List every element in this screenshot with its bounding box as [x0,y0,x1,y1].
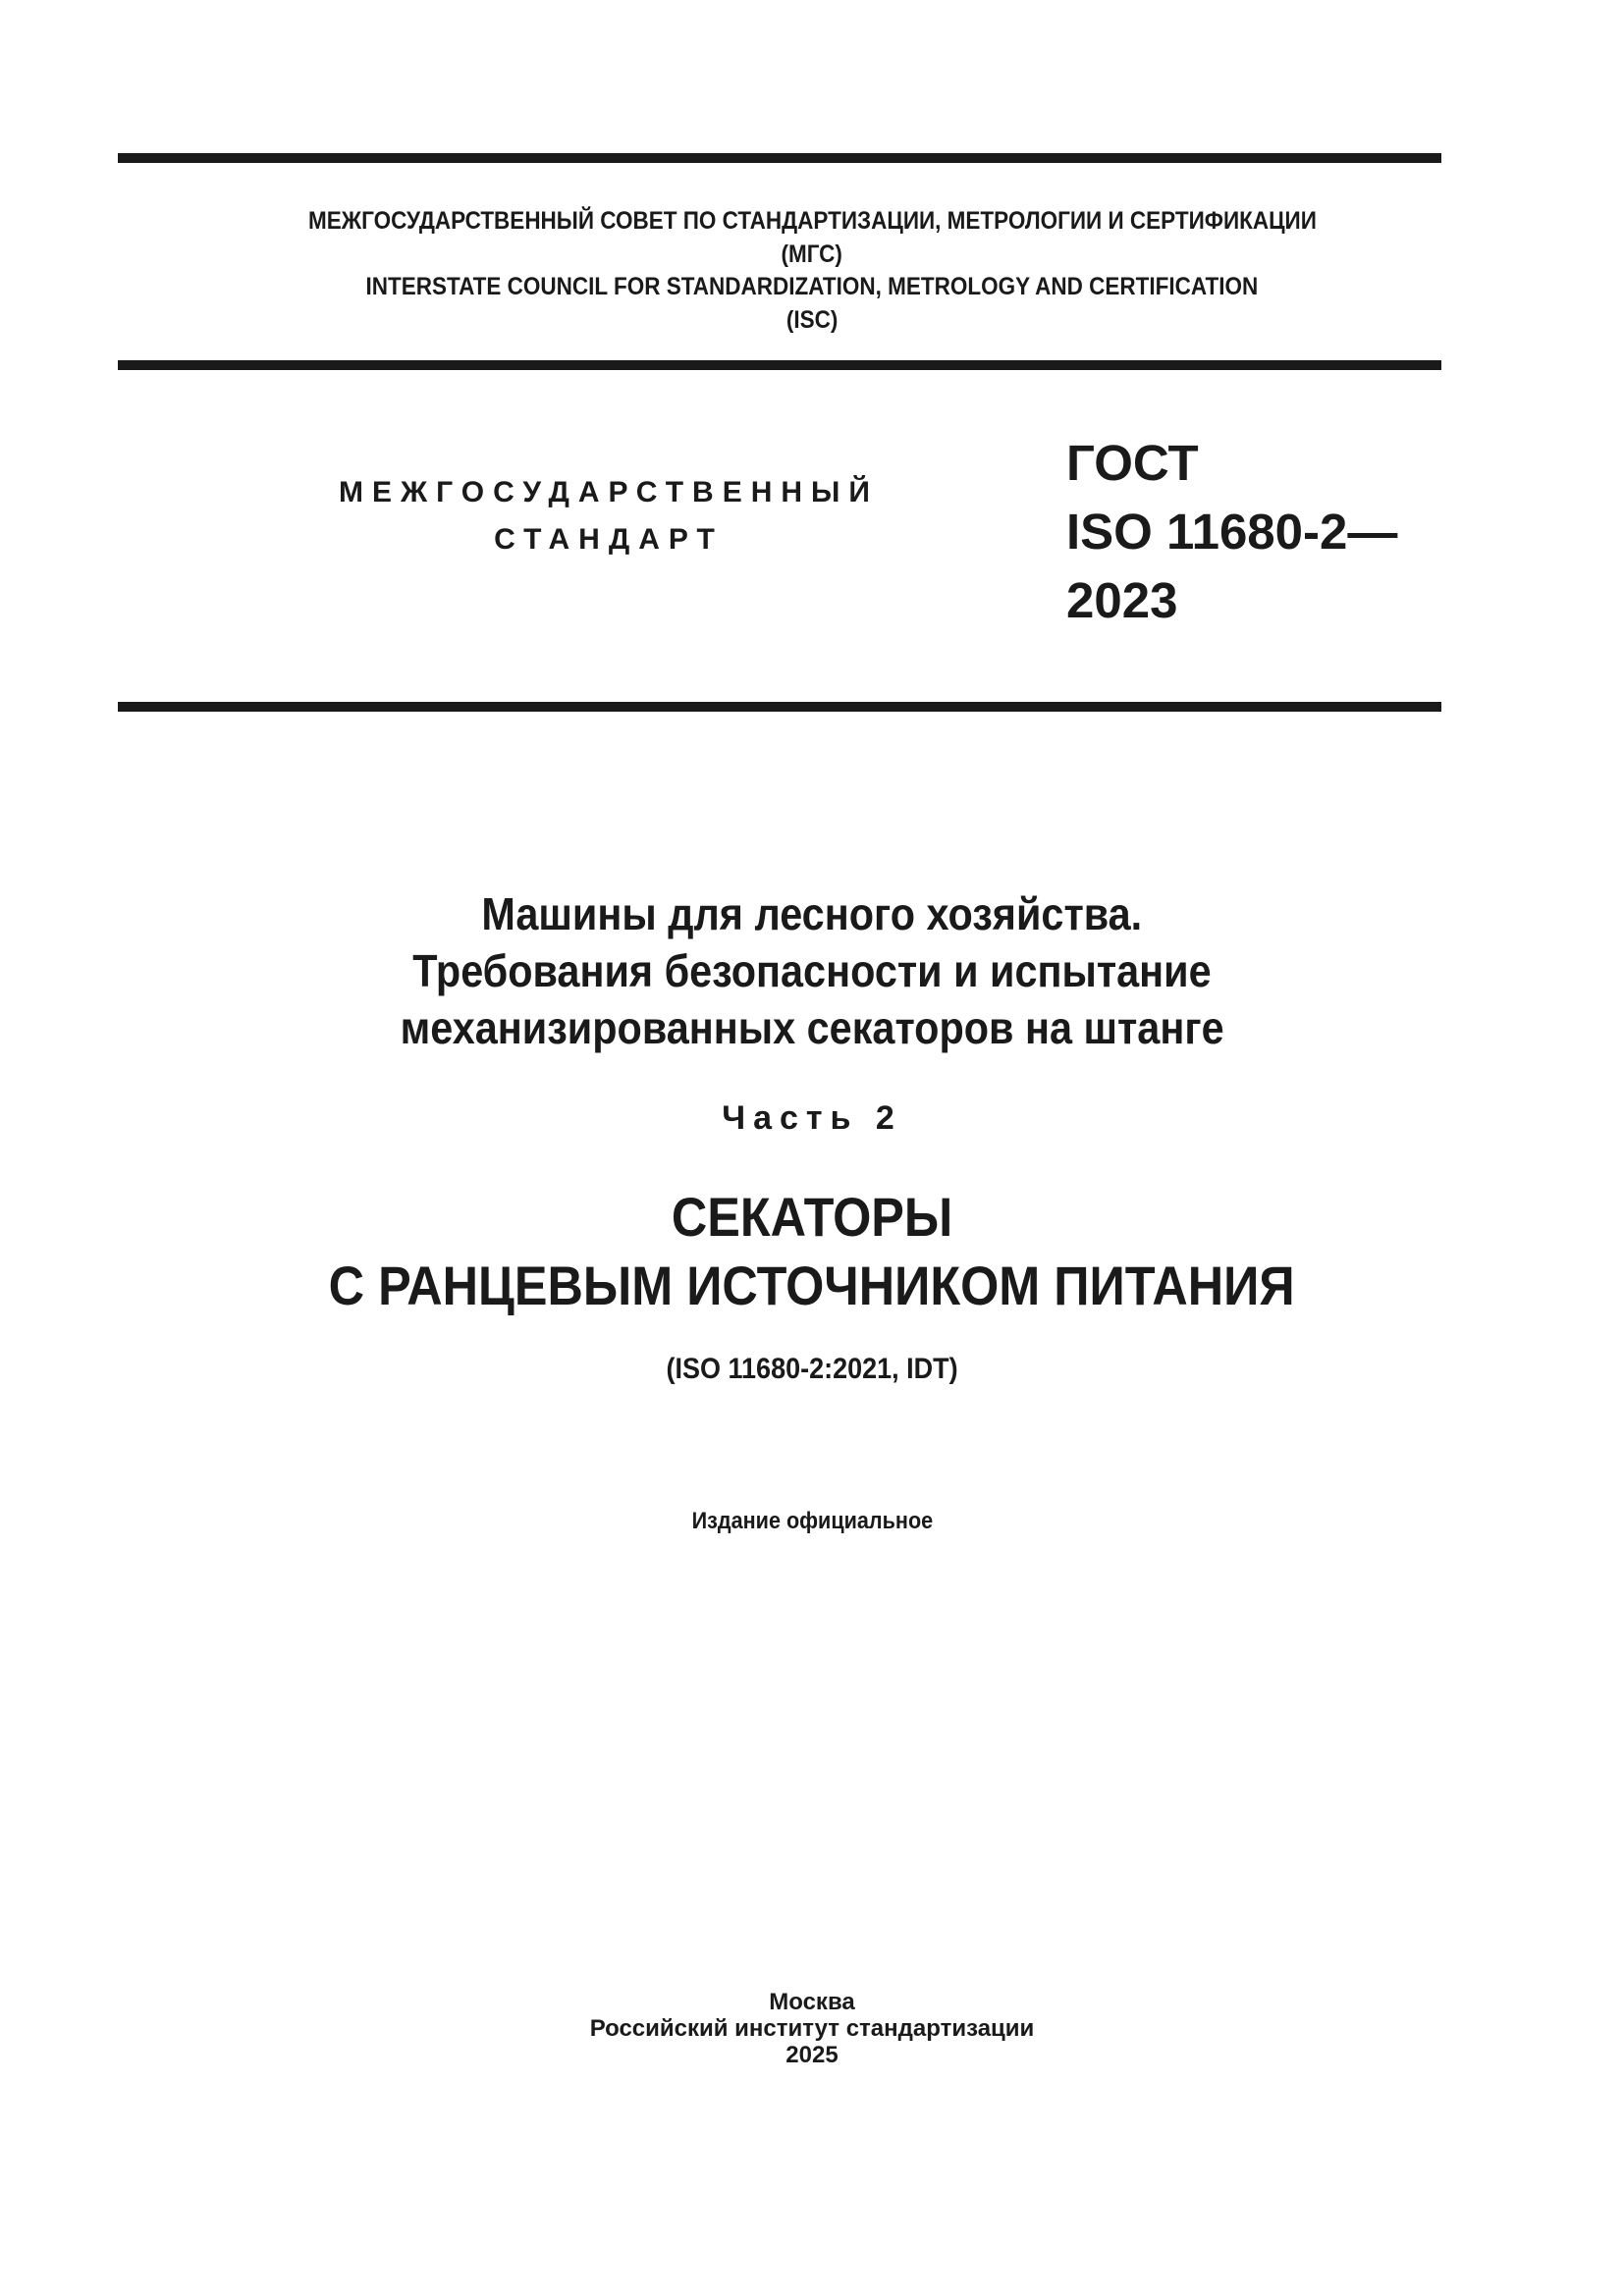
edition-text: Издание официальное [691,1508,933,1534]
gost-line3: 2023 [1066,572,1178,628]
gost-designation [1066,429,1397,635]
iso-ref-text: (ISO 11680-2:2021, IDT) [666,1353,958,1385]
gost-line1: ГОСТ [1066,435,1199,491]
top-rule [118,153,1441,163]
second-rule [118,360,1441,370]
title-line2: Требования безопасности и испытание [412,945,1212,996]
council-name-en [0,270,1624,303]
gost-line2: ISO 11680-2— [1066,504,1398,560]
council-en-abbr-text: (ISC) [785,306,839,334]
subtitle-line2: С РАНЦЕВЫМ ИСТОЧНИКОМ ПИТАНИЯ [329,1255,1295,1316]
council-abbr-en [0,303,1624,337]
subtitle-line1: СЕКАТОРЫ [671,1186,953,1248]
publisher-city: Москва [769,1989,855,2015]
council-ru-abbr-text: (МГС) [781,240,843,268]
council-name-ru [0,204,1624,238]
publisher-block [0,1989,1624,2068]
standard-type-line1: МЕЖГОСУДАРСТВЕННЫЙ [339,476,879,508]
title-line1: Машины для лесного хозяйства. [481,888,1143,939]
publisher-name: Российский институт стандартизации [589,2015,1035,2042]
subtitle [0,1183,1624,1320]
standard-type [236,476,982,557]
document-title [0,885,1624,1056]
part-label: Часть 2 [722,1099,902,1137]
council-abbr-ru [0,238,1624,271]
standard-type-line2: СТАНДАРТ [494,523,724,556]
edition-label [0,1508,1624,1534]
council-ru-text: МЕЖГОСУДАРСТВЕННЫЙ СОВЕТ ПО СТАНДАРТИЗАЦИИ, МЕТРОЛОГИИ И СЕРТИФИКАЦИИ [307,207,1317,235]
council-en-text: INTERSTATE COUNCIL FOR STANDARDIZATION, METROLOGY AND CERTIFICATION [365,273,1259,300]
third-rule [118,702,1441,712]
iso-reference [0,1353,1624,1386]
publication-year: 2025 [785,2042,839,2068]
title-line3: механизированных секаторов на штанге [400,1002,1224,1053]
